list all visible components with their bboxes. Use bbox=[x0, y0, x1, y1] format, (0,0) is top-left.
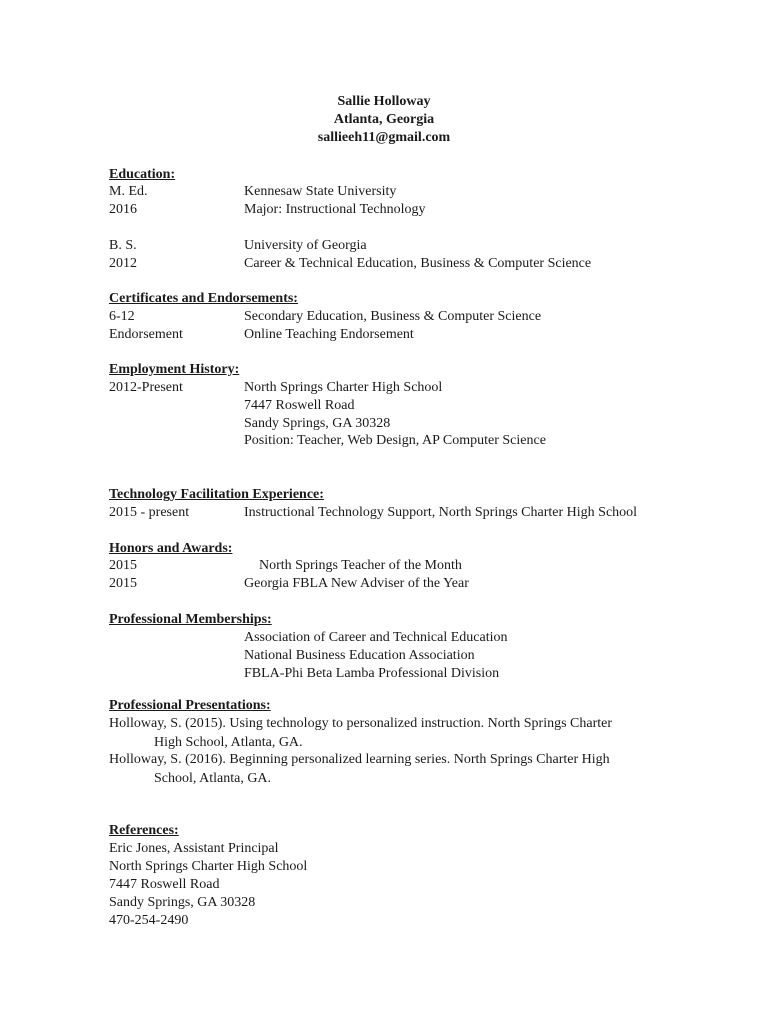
presentation-line: Holloway, S. (2016). Beginning personalized learning series. North Springs Charter High bbox=[109, 752, 610, 767]
education-detail: Career & Technical Education, Business & Computer Science bbox=[244, 256, 592, 271]
resume-email: sallieeh11@gmail.com bbox=[317, 130, 451, 145]
presentation-continuation: School, Atlanta, GA. bbox=[154, 771, 272, 786]
certificates-heading: Certificates and Endorsements: bbox=[109, 291, 298, 306]
tech-heading: Technology Facilitation Experience: bbox=[109, 487, 324, 502]
membership-item: Association of Career and Technical Education bbox=[244, 630, 508, 645]
resume-name: Sallie Holloway bbox=[337, 94, 431, 109]
tech-value: Instructional Technology Support, North Springs Charter High School bbox=[244, 505, 638, 520]
education-school: University of Georgia bbox=[244, 238, 367, 253]
certificate-value: Online Teaching Endorsement bbox=[244, 327, 414, 342]
employment-heading: Employment History: bbox=[109, 362, 240, 377]
certificate-label: 6-12 bbox=[109, 309, 135, 324]
references-heading: References: bbox=[109, 823, 179, 838]
resume-location: Atlanta, Georgia bbox=[333, 112, 435, 127]
employment-line: Sandy Springs, GA 30328 bbox=[244, 416, 391, 431]
reference-line: Eric Jones, Assistant Principal bbox=[109, 841, 279, 856]
tech-period: 2015 - present bbox=[109, 505, 190, 520]
certificate-label: Endorsement bbox=[109, 327, 183, 342]
employment-line: Position: Teacher, Web Design, AP Computer Science bbox=[244, 433, 546, 448]
memberships-heading: Professional Memberships: bbox=[109, 612, 272, 627]
education-school: Kennesaw State University bbox=[244, 184, 397, 199]
honors-heading: Honors and Awards: bbox=[109, 541, 233, 556]
honor-year: 2015 bbox=[109, 576, 137, 591]
employment-line: North Springs Charter High School bbox=[244, 380, 443, 395]
honor-value: Georgia FBLA New Adviser of the Year bbox=[244, 576, 469, 591]
reference-line: Sandy Springs, GA 30328 bbox=[109, 895, 256, 910]
presentation-line: Holloway, S. (2015). Using technology to personalized instruction. North Springs Charter bbox=[109, 716, 613, 731]
certificate-value: Secondary Education, Business & Computer Science bbox=[244, 309, 542, 324]
reference-line: North Springs Charter High School bbox=[109, 859, 308, 874]
presentation-continuation: High School, Atlanta, GA. bbox=[154, 735, 303, 750]
employment-period: 2012-Present bbox=[109, 380, 183, 395]
employment-line: 7447 Roswell Road bbox=[244, 398, 355, 413]
education-detail: Major: Instructional Technology bbox=[244, 202, 426, 217]
honor-year: 2015 bbox=[109, 558, 137, 573]
membership-item: FBLA-Phi Beta Lamba Professional Division bbox=[244, 666, 500, 681]
education-year: 2016 bbox=[109, 202, 137, 217]
education-degree: B. S. bbox=[109, 238, 137, 253]
presentations-heading: Professional Presentations: bbox=[109, 698, 271, 713]
reference-line: 7447 Roswell Road bbox=[109, 877, 220, 892]
education-heading: Education: bbox=[109, 167, 176, 182]
reference-line: 470-254-2490 bbox=[109, 913, 189, 928]
education-year: 2012 bbox=[109, 256, 137, 271]
membership-item: National Business Education Association bbox=[244, 648, 475, 663]
education-degree: M. Ed. bbox=[109, 184, 148, 199]
honor-value: North Springs Teacher of the Month bbox=[259, 558, 462, 573]
